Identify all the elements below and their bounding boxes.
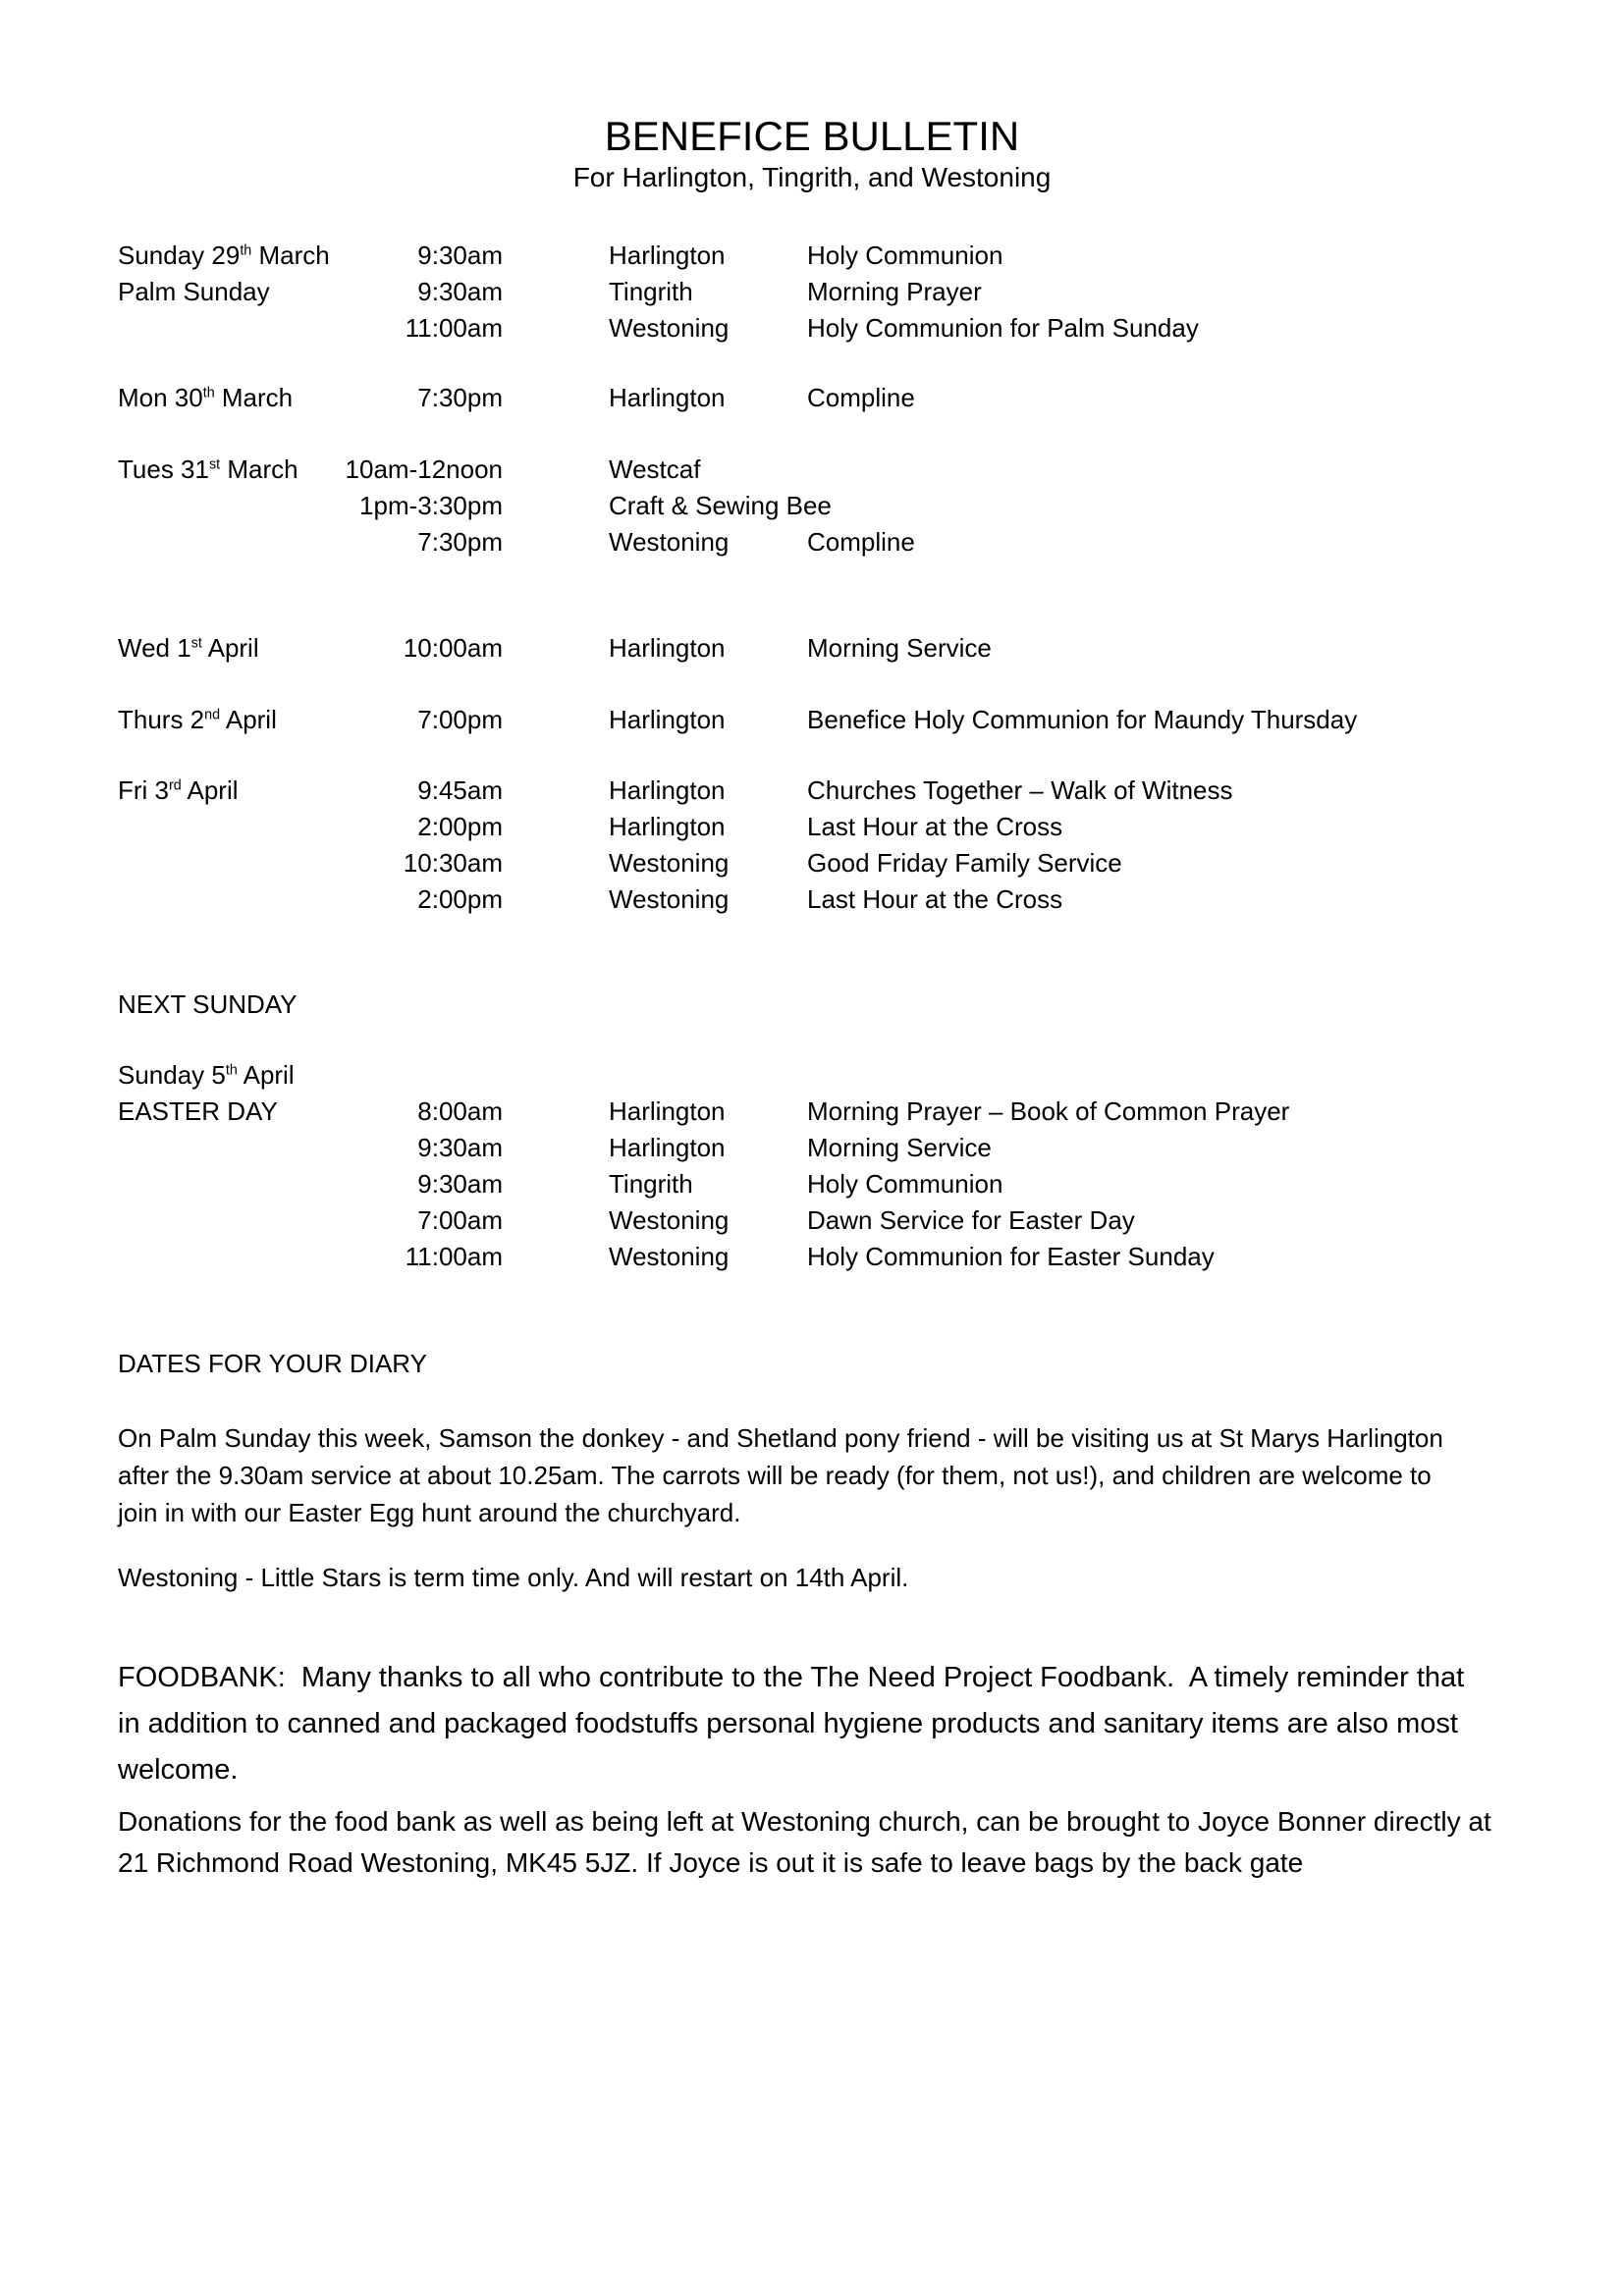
- event-location: Westoning: [609, 848, 730, 878]
- event-description: Benefice Holy Communion for Maundy Thursday: [807, 705, 1358, 734]
- event-date-text: March: [220, 454, 298, 484]
- schedule-block-tues-31: [118, 452, 1624, 561]
- event-date: [118, 630, 332, 667]
- event-location: Craft & Sewing Bee: [609, 491, 832, 520]
- schedule-row: [118, 630, 1624, 667]
- schedule-row: [118, 524, 1624, 561]
- event-description: Last Hour at the Cross: [807, 812, 1063, 841]
- date-ordinal: st: [190, 635, 202, 652]
- schedule-block-sunday-29: [118, 238, 1624, 347]
- event-date: [118, 809, 332, 845]
- event-location: Harlington: [609, 383, 726, 412]
- date-ordinal: th: [240, 242, 252, 259]
- notice-little-stars: Westoning - Little Stars is term time only. And will restart on 14th April.: [118, 1563, 909, 1592]
- event-date: [118, 881, 332, 918]
- schedule-row: [118, 809, 1624, 845]
- page-subtitle: For Harlington, Tingrith, and Westoning: [572, 162, 1052, 192]
- schedule-row: [118, 452, 1624, 488]
- event-description: Compline: [807, 527, 915, 557]
- schedule-row: [118, 380, 1624, 416]
- event-date: [118, 702, 332, 738]
- event-location: Harlington: [609, 705, 726, 734]
- schedule-row: [118, 881, 1624, 918]
- event-time: 7:00am: [417, 1205, 503, 1235]
- event-description: Holy Communion for Palm Sunday: [807, 313, 1199, 343]
- event-description: Morning Prayer – Book of Common Prayer: [807, 1096, 1290, 1126]
- event-time: 7:00pm: [417, 705, 503, 734]
- schedule-row: [118, 773, 1624, 809]
- event-date: [118, 1202, 332, 1239]
- event-description: [807, 1057, 1624, 1094]
- event-description: Last Hour at the Cross: [807, 884, 1063, 914]
- event-time: 10:30am: [403, 848, 503, 878]
- event-location: Westoning: [609, 1205, 730, 1235]
- event-date-text: Tues 31: [118, 454, 209, 484]
- schedule-row: [118, 274, 1624, 310]
- schedule-block-thurs-2: [118, 702, 1624, 738]
- event-location: Westcaf: [609, 454, 701, 484]
- event-description: [807, 452, 1624, 488]
- event-date-text: Sunday 5: [118, 1060, 226, 1090]
- event-time: 9:45am: [417, 775, 503, 805]
- event-location: Harlington: [609, 1096, 726, 1126]
- event-time: 9:30am: [417, 277, 503, 306]
- event-location: Harlington: [609, 240, 726, 270]
- event-time: 2:00pm: [417, 884, 503, 914]
- date-ordinal: st: [208, 456, 221, 473]
- event-time: 9:30am: [417, 240, 503, 270]
- event-description: Holy Communion: [807, 1169, 1003, 1199]
- event-date: [118, 380, 332, 416]
- schedule-row: [118, 1166, 1624, 1202]
- event-date: [118, 488, 332, 524]
- event-location: Westoning: [609, 313, 730, 343]
- event-time: 1pm-3:30pm: [359, 491, 503, 520]
- event-date-text: March: [214, 383, 294, 412]
- event-time: 9:30am: [417, 1133, 503, 1162]
- event-description: Dawn Service for Easter Day: [807, 1205, 1135, 1235]
- event-date: [118, 1057, 332, 1094]
- event-description: Churches Together – Walk of Witness: [807, 775, 1233, 805]
- schedule-row: [118, 310, 1624, 347]
- date-ordinal: nd: [204, 707, 221, 723]
- event-time: 10am-12noon: [345, 454, 503, 484]
- event-description: [807, 488, 1624, 524]
- event-date-text: April: [220, 705, 277, 734]
- schedule-row: [118, 702, 1624, 738]
- event-date: [118, 1094, 332, 1130]
- event-date: [118, 773, 332, 809]
- event-date: [118, 1239, 332, 1275]
- schedule-row: [118, 488, 1624, 524]
- event-date: [118, 1130, 332, 1166]
- event-date-text: EASTER DAY: [118, 1096, 278, 1126]
- event-time: [332, 1057, 503, 1094]
- event-date-text: March: [251, 240, 330, 270]
- next-sunday-heading: NEXT SUNDAY: [118, 989, 298, 1019]
- dates-for-diary-heading: DATES FOR YOUR DIARY: [118, 1349, 427, 1378]
- event-date-text: April: [181, 775, 239, 805]
- schedule-row: [118, 238, 1624, 274]
- event-location: Harlington: [609, 775, 726, 805]
- event-date-text: Sunday 29: [118, 240, 241, 270]
- event-description: Good Friday Family Service: [807, 848, 1122, 878]
- event-location: Harlington: [609, 812, 726, 841]
- event-time: 10:00am: [403, 633, 503, 663]
- event-location: Tingrith: [609, 277, 693, 306]
- event-date: [118, 845, 332, 881]
- schedule-row: [118, 1202, 1624, 1239]
- event-date-text: Mon 30: [118, 383, 203, 412]
- event-description: Holy Communion for Easter Sunday: [807, 1242, 1215, 1271]
- schedule-row: [118, 1130, 1624, 1166]
- event-description: Morning Prayer: [807, 277, 982, 306]
- schedule-row: [118, 1094, 1624, 1130]
- event-time: 7:30pm: [417, 383, 503, 412]
- schedule-row: [118, 845, 1624, 881]
- event-date: [118, 452, 332, 488]
- schedule-block-wed-1: [118, 630, 1624, 667]
- event-date-text: April: [237, 1060, 295, 1090]
- date-ordinal: rd: [169, 777, 182, 794]
- event-location: Westoning: [609, 1242, 730, 1271]
- event-location: Westoning: [609, 884, 730, 914]
- event-date: [118, 524, 332, 561]
- notice-palm-sunday: On Palm Sunday this week, Samson the donkey - and Shetland pony friend - will be visiting us at St Marys Harlington after the 9.30am service at about 10.25am. The carrots will be ready (for them, not us!), and children are welcome to join in with our Easter Egg hunt around the churchyard.: [118, 1423, 1451, 1527]
- schedule-block-easter: [118, 1057, 1624, 1275]
- event-time: 11:00am: [405, 1242, 503, 1271]
- event-description: Compline: [807, 383, 915, 412]
- event-date: [118, 238, 332, 274]
- event-date: [118, 1166, 332, 1202]
- event-location: [503, 1057, 807, 1094]
- event-location: Harlington: [609, 633, 726, 663]
- event-description: Holy Communion: [807, 240, 1003, 270]
- event-date-text: Wed 1: [118, 633, 191, 663]
- event-time: 7:30pm: [417, 527, 503, 557]
- schedule-row: [118, 1057, 1624, 1094]
- event-time: 8:00am: [417, 1096, 503, 1126]
- schedule-block-mon-30: [118, 380, 1624, 416]
- event-time: 2:00pm: [417, 812, 503, 841]
- schedule-row: [118, 1239, 1624, 1275]
- event-location: Tingrith: [609, 1169, 693, 1199]
- date-ordinal: th: [225, 1062, 238, 1079]
- event-time: 9:30am: [417, 1169, 503, 1199]
- event-description: Morning Service: [807, 1133, 992, 1162]
- notice-foodbank: FOODBANK: Many thanks to all who contribute to the The Need Project Foodbank. A timely reminder that in addition to canned and packaged foodstuffs personal hygiene products and sanitary items are also most welcome.: [118, 1662, 1473, 1786]
- event-location: Harlington: [609, 1133, 726, 1162]
- event-location: Westoning: [609, 527, 730, 557]
- schedule-block-fri-3: [118, 773, 1624, 918]
- event-time: 11:00am: [405, 313, 503, 343]
- event-date-text: Palm Sunday: [118, 277, 270, 306]
- page-title: BENEFICE BULLETIN: [604, 113, 1020, 159]
- event-date-text: Fri 3: [118, 775, 169, 805]
- event-date-text: April: [201, 633, 259, 663]
- event-date-text: Thurs 2: [118, 705, 205, 734]
- event-date: [118, 274, 332, 310]
- event-description: Morning Service: [807, 633, 992, 663]
- date-ordinal: th: [202, 385, 215, 401]
- notice-donations: Donations for the food bank as well as being left at Westoning church, can be brought to Joyce Bonner directly at 21 Richmond Road Westoning, MK45 5JZ. If Joyce is out it is safe to leave bags by the back gate: [118, 1806, 1499, 1878]
- event-date: [118, 310, 332, 347]
